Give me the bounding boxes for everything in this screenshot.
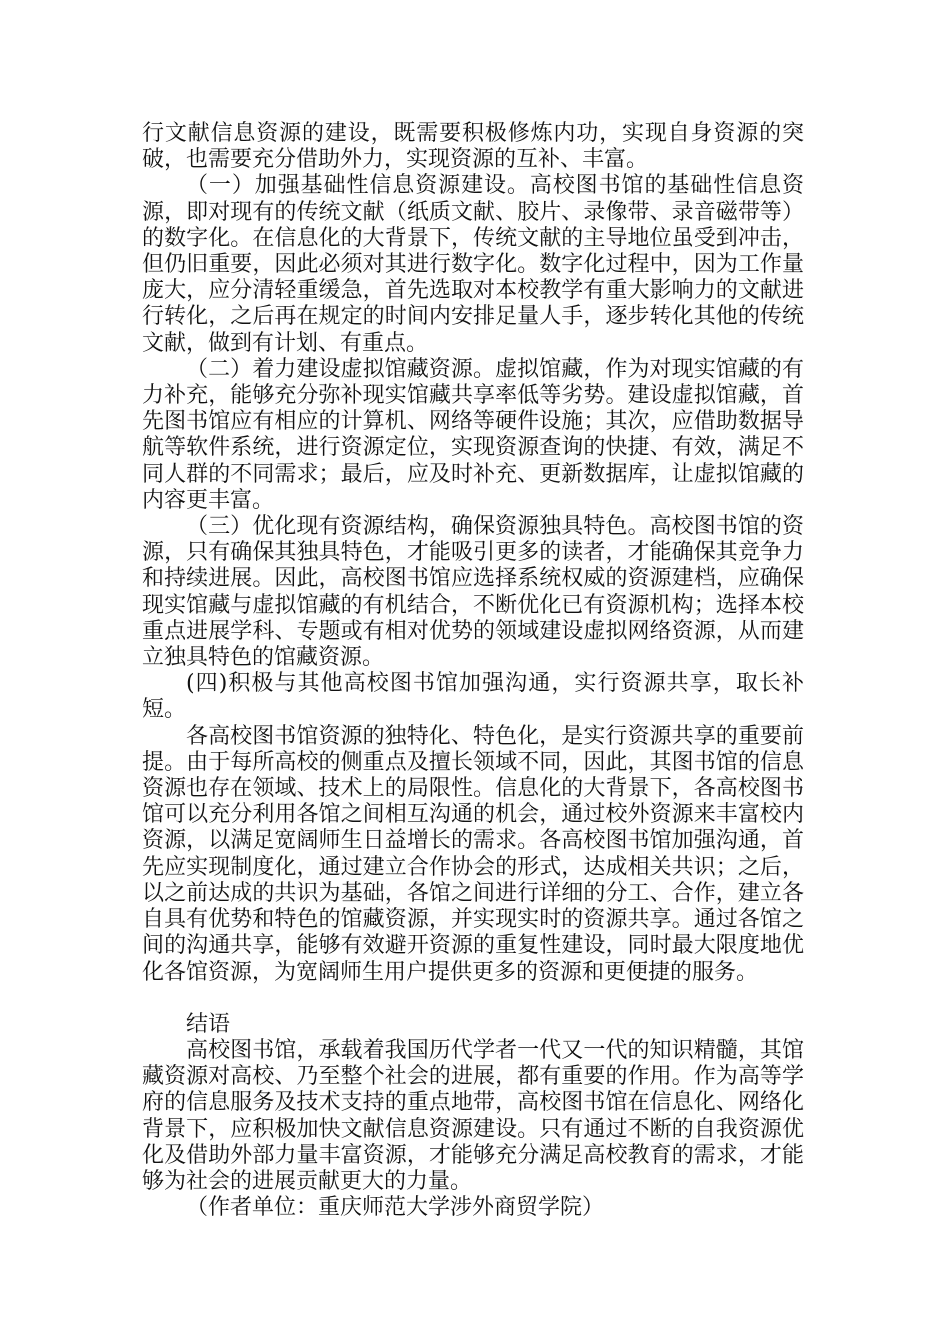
author-affiliation: （作者单位：重庆师范大学涉外商贸学院）: [186, 1195, 605, 1221]
conclusion-heading: 结语: [186, 1011, 231, 1037]
paragraph-section-4: (四)积极与其他高校图书馆加强沟通，实行资源共享，取长补短。: [142, 671, 804, 723]
paragraph-spacer: [142, 986, 804, 1012]
paragraph-resource-sharing: 各高校图书馆资源的独特化、特色化，是实行资源共享的重要前提。由于每所高校的侧重点及擅长领域不同，因此，其图书馆的信息资源也存在领域、技术上的局限性。信息化的大背景下，各高校图书馆可以充分利用各馆之间相互沟通的机会，通过校外资源来丰富校内资源，以满足宽阔师生日益增长的需求。各高校图书馆加强沟通，首先应实现制度化，通过建立合作协会的形式，达成相关共识；之后，以之前达成的共识为基础，各馆之间进行详细的分工、合作，建立各自具有优势和特色的馆藏资源，并实现实时的资源共享。通过各馆之间的沟通共享，能够有效避开资源的重复性建设，同时最大限度地优化各馆资源，为宽阔师生用户提供更多的资源和更便捷的服务。: [142, 723, 804, 985]
paragraph-section-1: （一）加强基础性信息资源建设。高校图书馆的基础性信息资源，即对现有的传统文献（纸质文献、胶片、录像带、录音磁带等）的数字化。在信息化的大背景下，传统文献的主导地位虽受到冲击，但仍旧重要，因此必须对其进行数字化。数字化过程中，因为工作量庞大，应分清轻重缓急，首先选取对本校教学有重大影响力的文献进行转化，之后再在规定的时间内安排足量人手，逐步转化其他的传统文献，做到有计划、有重点。: [142, 173, 804, 356]
paragraph-continuation: 行文献信息资源的建设，既需要积极修炼内功，实现自身资源的突破，也需要充分借助外力，实现资源的互补、丰富。: [142, 121, 804, 173]
document-body: [142, 121, 804, 1221]
paragraph-section-3: （三）优化现有资源结构，确保资源独具特色。高校图书馆的资源，只有确保其独具特色，才能吸引更多的读者，才能确保其竞争力和持续进展。因此，高校图书馆应选择系统权威的资源建档，应确保现实馆藏与虚拟馆藏的有机结合，不断优化已有资源机构；选择本校重点进展学科、专题或有相对优势的领域建设虚拟网络资源，从而建立独具特色的馆藏资源。: [142, 514, 804, 671]
paragraph-section-2: （二）着力建设虚拟馆藏资源。虚拟馆藏，作为对现实馆藏的有力补充，能够充分弥补现实馆藏共享率低等劣势。建设虚拟馆藏，首先图书馆应有相应的计算机、网络等硬件设施；其次，应借助数据导航等软件系统，进行资源定位，实现资源查询的快捷、有效，满足不同人群的不同需求；最后，应及时补充、更新数据库，让虚拟馆藏的内容更丰富。: [142, 356, 804, 513]
conclusion-paragraph: 高校图书馆，承载着我国历代学者一代又一代的知识精髓，其馆藏资源对高校、乃至整个社会的进展，都有重要的作用。作为高等学府的信息服务及技术支持的重点地带，高校图书馆在信息化、网络化背景下，应积极加快文献信息资源建设。只有通过不断的自我资源优化及借助外部力量丰富资源，才能够充分满足高校教育的需求，才能够为社会的进展贡献更大的力量。: [142, 1037, 804, 1194]
